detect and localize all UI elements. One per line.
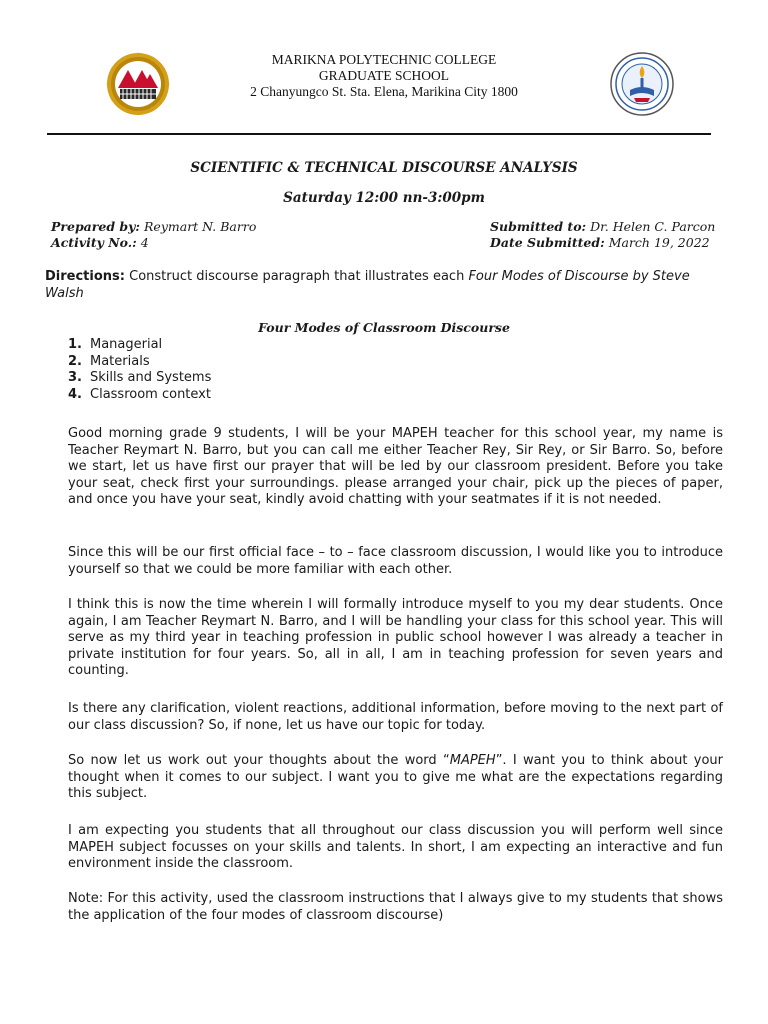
submitted-to-label: Submitted to:: [490, 219, 587, 234]
list-item-label: Materials: [90, 353, 150, 369]
paragraph-text: So now let us work out your thoughts about the word “: [68, 753, 450, 768]
prepared-by-label: Prepared by:: [51, 219, 141, 234]
directions: [45, 269, 725, 302]
list-item-label: Classroom context: [90, 386, 211, 402]
paragraph-teacher-introduction: I think this is now the time wherein I will formally introduce myself to you my dear students. Once again, I am Teacher Reymart N. Barro, and I will be handling your class for this school year. This will serve as my third year in teaching profession in public school however I was already a teacher in private institution for four years. So, all in all, I am in teaching profession for seven years and counting.: [68, 597, 723, 679]
list-item-label: Managerial: [90, 337, 163, 352]
header-divider: [47, 133, 711, 135]
activity-value: 4: [140, 235, 149, 250]
paragraph-introductions: Since this will be our first official face – to – face classroom discussion, I would like you to introduce yourself so that we could be more familiar with each other.: [68, 545, 723, 577]
meta-left-block: [51, 219, 256, 251]
date-submitted-label: Date Submitted:: [490, 235, 605, 250]
graduate-school-seal-logo: [610, 52, 674, 116]
submitted-to-value: Dr. Helen C. Parcon: [590, 219, 716, 234]
school-name: GRADUATE SCHOOL: [318, 68, 450, 83]
meta-right-block: [490, 219, 715, 251]
list-item-label: Skills and Systems: [90, 370, 212, 386]
list-item: [68, 337, 211, 354]
list-item-number: 3.: [68, 370, 82, 386]
list-item-number: 2.: [68, 353, 82, 369]
list-item: [68, 387, 211, 404]
paragraph-clarification: Is there any clarification, violent reactions, additional information, before moving to the next part of our class discussion? So, if none, let us have our topic for today.: [68, 701, 723, 733]
school-address: 2 Chanyungco St. Sta. Elena, Marikina City 1800: [250, 84, 518, 99]
class-schedule: Saturday 12:00 nn-3:00pm: [283, 190, 485, 206]
paragraph-text: ”. I want you to think about your thought when it comes to our subject. I want you to give me what are the expectations regarding this subject.: [68, 753, 723, 802]
document-title: SCIENTIFIC & TECHNICAL DISCOURSE ANALYSIS: [190, 160, 578, 176]
directions-label: Directions:: [45, 269, 125, 284]
list-item-number: 4.: [68, 386, 82, 402]
activity-label: Activity No.:: [51, 235, 137, 250]
paragraph-mapeh-thoughts: [68, 753, 723, 803]
list-item: [68, 370, 211, 387]
date-submitted-value: March 19, 2022: [608, 235, 710, 250]
modes-list: [68, 337, 211, 403]
directions-emphasis: Four Modes of Discourse by Steve Walsh: [45, 269, 690, 301]
prepared-by-value: Reymart N. Barro: [144, 219, 257, 234]
institution-name: MARIKNA POLYTECHNIC COLLEGE: [271, 52, 497, 67]
list-item: [68, 354, 211, 371]
paragraph-expectations: I am expecting you students that all throughout our class discussion you will perform well since MAPEH subject focusses on your skills and talents. In short, I am expecting an interactive and fun environment inside the classroom.: [68, 823, 723, 872]
mapeh-emphasis: MAPEH: [449, 753, 496, 768]
modes-heading: Four Modes of Classroom Discourse: [258, 320, 510, 335]
directions-text: Construct discourse paragraph that illustrates each: [129, 269, 465, 284]
list-item-number: 1.: [68, 337, 82, 352]
paragraph-note: Note: For this activity, used the classroom instructions that I always give to my students that shows the application of the four modes of classroom discourse): [68, 891, 723, 923]
paragraph-managerial: Good morning grade 9 students, I will be your MAPEH teacher for this school year, my name is Teacher Reymart N. Barro, but you can call me either Teacher Rey, Sir Rey, or Sir Barro. So, before we start, let us have first our prayer that will be led by our classroom president. Before you take your seat, check first your surroundings. please arranged your chair, pick up the pieces of paper, and once you have your seat, kindly avoid chatting with your seatmates if it is not needed.: [68, 426, 723, 508]
